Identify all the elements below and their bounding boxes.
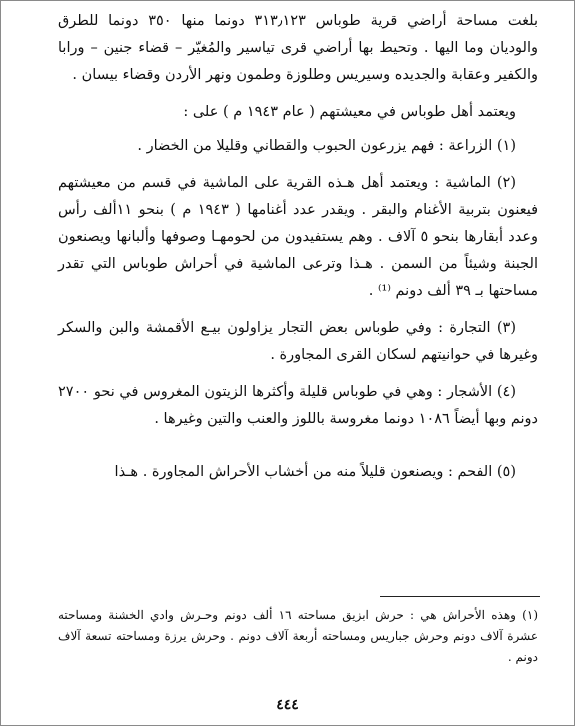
- footnote-divider: [380, 596, 540, 597]
- paragraph-trade: (٣) التجارة : وفي طوباس بعض التجار يزاولون بيـع الأقمشة والبن والسكر وغيرها في حوانيتهم لسكان القرى المجاورة .: [58, 320, 538, 363]
- footnotes: [58, 605, 538, 668]
- paragraph-livestock: (٢) الماشية : ويعتمد أهل هـذه القرية على الماشية في قسم من معيشتهم فيعنون بتربية الأغنام والبقر . ويقدر عدد أغنامها ( ١٩٤٣ م ) بنحو ١١ألف رأس وعدد أبقارها بنحو ٥ آلاف . وهم يستفيدون من لحومهـا وصوفها وألبانها ويصنعون الجبنة وشيئاً من السمن . هـذا وترعى الماشية في أحراش طوباس التي تقدر مساحتها بـ ٣٩ ألف دونم ⁽¹⁾ .: [58, 175, 539, 299]
- paragraph-area-borders: بلغت مساحة أراضي قرية طوباس ٣١٣٫١٢٣ دونما منها ٣٥٠ دونما للطرق والوديان وما اليها . وتحيط بها أراضي قرى تياسير والمُغيّر – قضاء جنين – ورابا والكفير وعقابة والجديده وسيريس وطلوزة وطمون ونهر الأردن وقضاء بيسان .: [58, 13, 538, 83]
- page-number: ٤٤٤: [276, 697, 299, 713]
- paragraph-agriculture: (١) الزراعة : فهم يزرعون الحبوب والقطاني وقليلا من الخضار .: [137, 138, 516, 154]
- paragraph-livelihood-intro: ويعتمد أهل طوباس في معيشتهم ( عام ١٩٤٣ م ) على :: [183, 104, 516, 120]
- paragraph-charcoal: (٥) الفحم : ويصنعون قليلاً منه من أخشاب الأحراش المجاورة . هـذا: [114, 464, 516, 480]
- paragraph-trees: (٤) الأشجار : وهي في طوباس قليلة وأكثرها الزيتون المغروس في نحو ٢٧٠٠ دونم وبها أيضاً ١٠٨٦ دونما مغروسة باللوز والعنب والتين وغيرها .: [58, 384, 538, 427]
- footnote-1: (١) وهذه الأحراش هي : حرش ابزيق مساحته ١٦ ألف دونم وحـرش وادي الخشنة ومساحته عشرة آلاف دونم وحرش جباريس ومساحته أربعة آلاف دونم . وحرش يرزة ومساحته تسعة آلاف دونم .: [58, 608, 538, 664]
- page-body: [58, 8, 538, 486]
